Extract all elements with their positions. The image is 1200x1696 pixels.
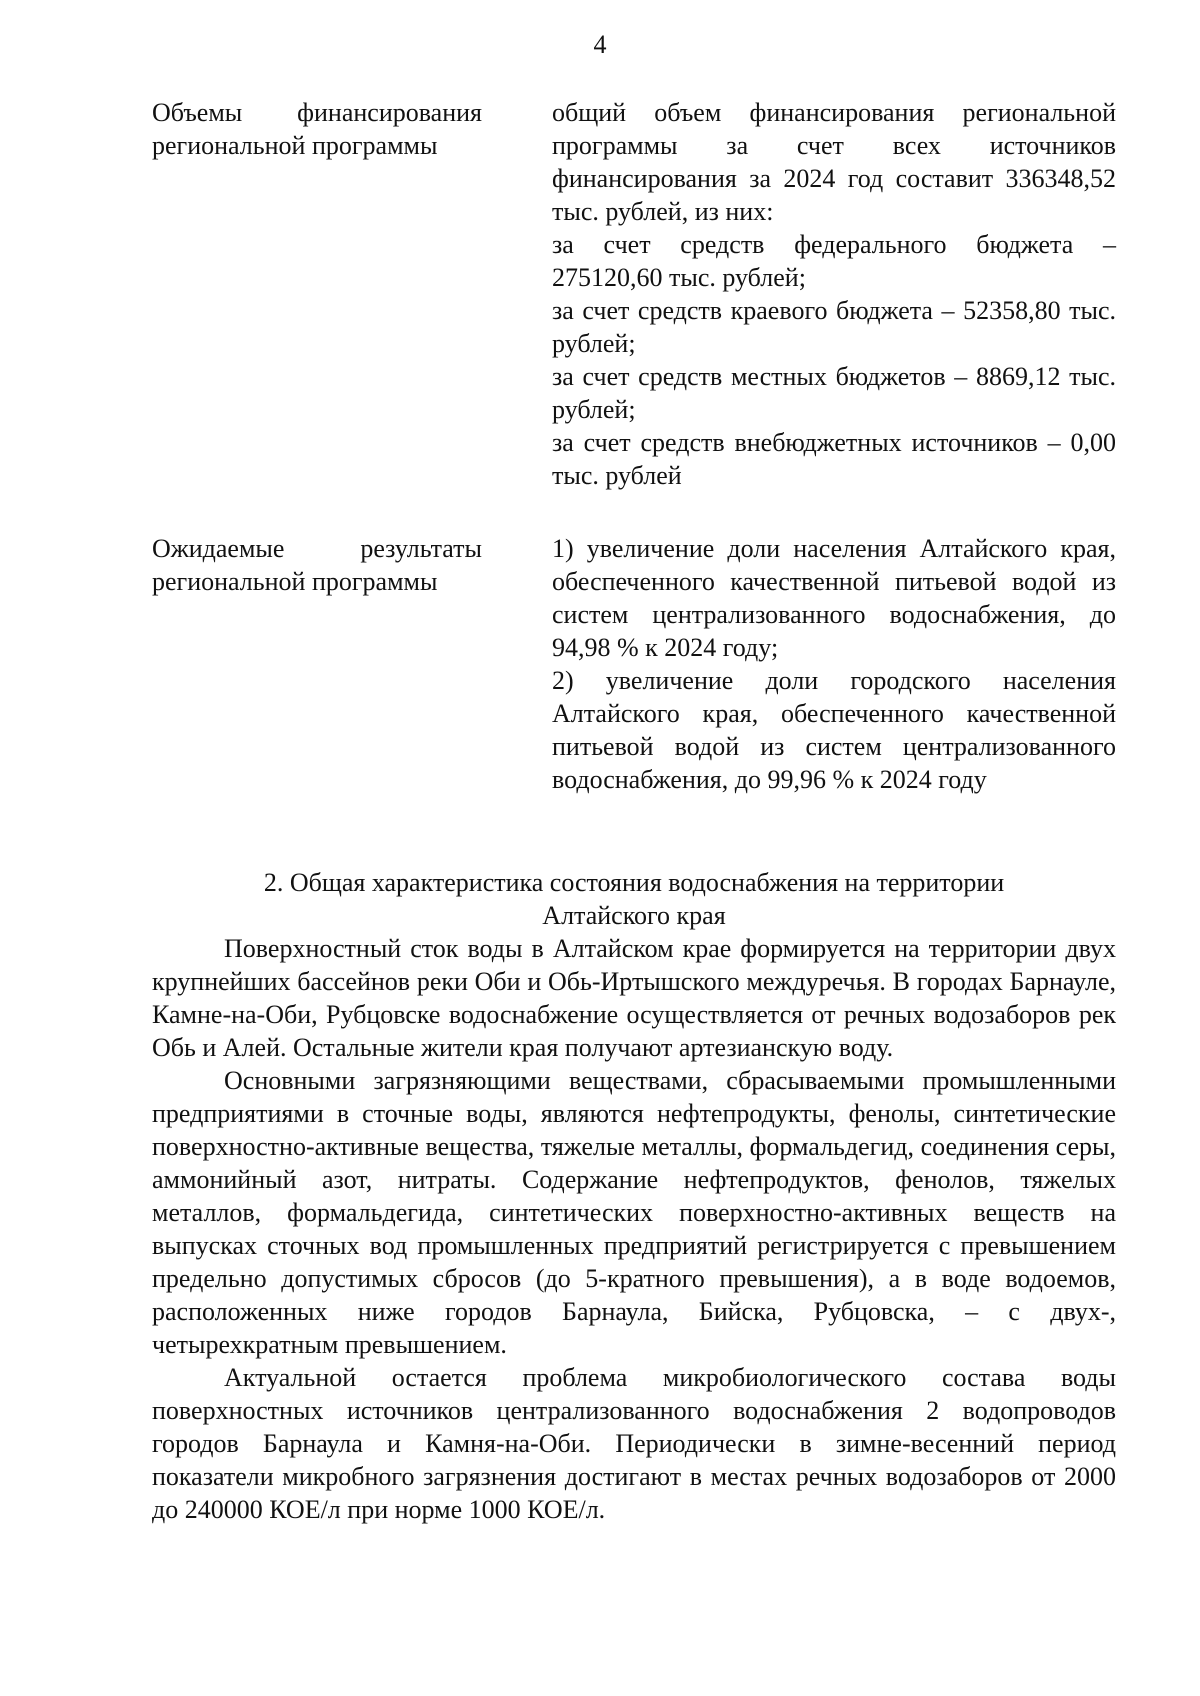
- results-value: [552, 532, 1116, 796]
- funding-local: за счет средств местных бюджетов – 8869,12 тыс. рублей;: [552, 362, 1116, 424]
- page-number: 4: [593, 30, 607, 59]
- funding-label-line-2: региональной программы: [152, 131, 438, 160]
- funding-regional: за счет средств краевого бюджета – 52358,80 тыс. рублей;: [552, 296, 1116, 358]
- results-label-word-1: Ожидаемые: [152, 534, 285, 563]
- funding-label: [152, 96, 482, 162]
- section-title-line-1: 2. Общая характеристика состояния водоснабжения на территории: [263, 868, 1005, 897]
- funding-extrabudgetary: за счет средств внебюджетных источников – 0,00 тыс. рублей: [552, 428, 1116, 490]
- result-item-2: 2) увеличение доли городского населения Алтайского края, обеспеченного качественной питьевой водой из систем централизованного водоснабжения, до 99,96 % к 2024 году: [552, 666, 1116, 794]
- funding-federal: за счет средств федерального бюджета – 275120,60 тыс. рублей;: [552, 230, 1116, 292]
- results-label-line-2: региональной программы: [152, 567, 438, 596]
- funding-label-word-2: финансирования: [297, 98, 482, 127]
- funding-total: общий объем финансирования региональной программы за счет всех источников финансирования за 2024 год составит 336348,52 тыс. рублей, из них:: [552, 98, 1116, 226]
- paragraph-pollutants: Основными загрязняющими веществами, сбрасываемыми промышленными предприятиями в сточные воды, являются нефтепродукты, фенолы, синтетические поверхностно-активные вещества, тяжелые металлы, формальдегид, соединения серы, аммонийный азот, нитраты. Содержание нефтепродуктов, фенолов, тяжелых металлов, формальдегида, синтетических поверхностно-активных веществ на выпусках сточных вод промышленных предприятий регистрируется с превышением предельно допустимых сбросов (до 5-кратного превышения), а в воде водоемов, расположенных ниже городов Барнаула, Бийска, Рубцовска, – с двух-, четырехкратным превышением.: [152, 1066, 1116, 1359]
- section-2: [152, 866, 1116, 1526]
- section-title: [152, 866, 1116, 932]
- result-item-1: 1) увеличение доли населения Алтайского края, обеспеченного качественной питьевой водой из систем централизованного водоснабжения, до 94,98 % к 2024 году;: [552, 534, 1116, 662]
- paragraph-microbiology: Актуальной остается проблема микробиологического состава воды поверхностных источников централизованного водоснабжения 2 водопроводов городов Барнаула и Камня-на-Оби. Периодически в зимне-весенний период показатели микробного загрязнения достигают в местах речных водозаборов от 2000 до 240000 КОЕ/л при норме 1000 КОЕ/л.: [152, 1363, 1116, 1524]
- funding-label-word-1: Объемы: [152, 98, 243, 127]
- results-label: [152, 532, 482, 598]
- paragraph-surface-runoff: Поверхностный сток воды в Алтайском крае формируется на территории двух крупнейших бассейнов реки Оби и Обь-Иртышского междуречья. В городах Барнауле, Камне-на-Оби, Рубцовске водоснабжение осуществляется от речных водозаборов рек Обь и Алей. Остальные жители края получают артезианскую воду.: [152, 934, 1116, 1062]
- section-title-line-2: Алтайского края: [542, 901, 726, 930]
- results-label-word-2: результаты: [360, 534, 482, 563]
- funding-value: [552, 96, 1116, 492]
